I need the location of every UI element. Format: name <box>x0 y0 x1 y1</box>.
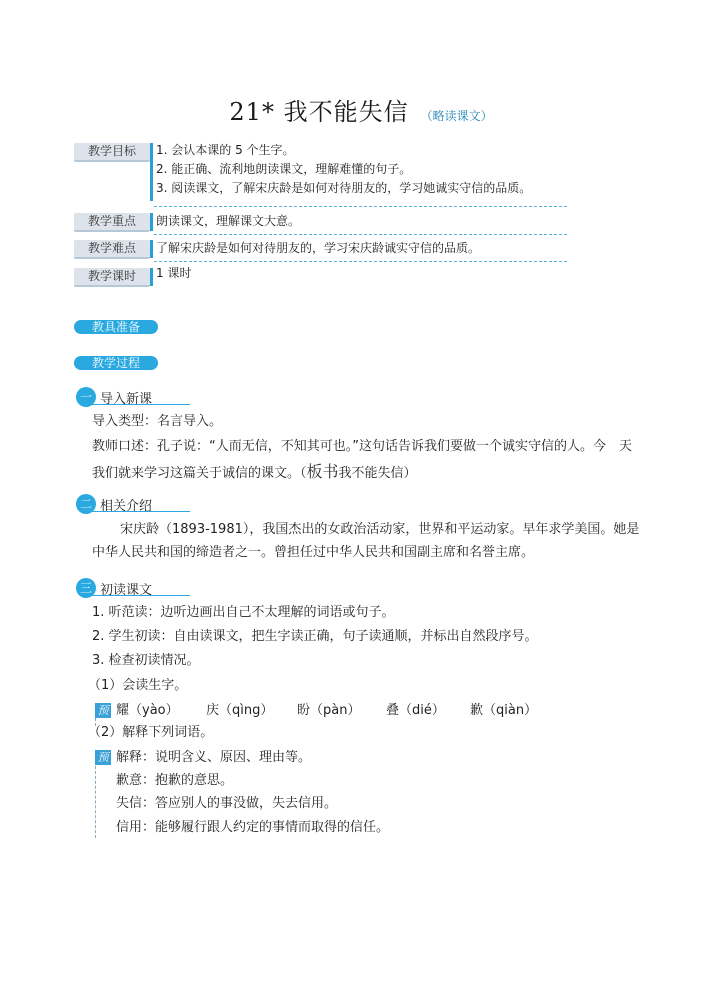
preview-tag-icon: 预 <box>95 750 111 765</box>
goal-2: 2. 能正确、流利地朗读课文，理解难懂的句子。 <box>156 162 412 176</box>
char-2: 庆（qìng） <box>206 703 274 718</box>
divider <box>154 261 567 262</box>
difficulty-bar <box>150 240 153 258</box>
def-4: 信用：能够履行跟人约定的事情而取得的信任。 <box>116 820 390 835</box>
key-bar <box>150 213 153 231</box>
difficulty-label: 教学难点 <box>74 240 150 259</box>
goal-label: 教学目标 <box>74 143 150 162</box>
step-1: 1. 听范读：边听边画出自己不太理解的词语或句子。 <box>92 605 395 620</box>
speech-part-b: 我不能失信） <box>338 466 417 481</box>
char-1: 耀（yào） <box>116 703 179 718</box>
lesson-title: 21* 我不能失信 <box>229 98 409 126</box>
sub-step-1: （1）会读生字。 <box>88 678 188 693</box>
key-text: 朗读课文，理解课文大意。 <box>156 214 301 228</box>
section-number: 三 <box>76 578 96 598</box>
def-2: 歉意：抱歉的意思。 <box>116 773 234 788</box>
def-3: 失信：答应别人的事没做，失去信用。 <box>116 796 338 811</box>
sub-step-2: （2）解释下列词语。 <box>88 725 214 740</box>
hours-bar <box>150 268 153 286</box>
hours-label: 教学课时 <box>74 268 150 287</box>
banshu-mark: 板书 <box>306 462 339 481</box>
lesson-subtitle: （略读课文） <box>420 109 493 123</box>
goal-1: 1. 会认本课的 5 个生字。 <box>156 143 295 157</box>
intro-speech-2 <box>92 462 417 483</box>
goal-3: 3. 阅读课文，了解宋庆龄是如何对待朋友的，学习她诚实守信的品质。 <box>156 181 532 195</box>
goal-bar <box>150 143 153 201</box>
section-title: 初读课文 <box>100 583 153 598</box>
section-number: 二 <box>76 494 96 514</box>
bio-line-1: 宋庆龄（1893-1981），我国杰出的女政治活动家，世界和平运动家。早年求学美国。她是 <box>120 522 640 537</box>
section-number: 一 <box>76 387 96 407</box>
char-5: 歉（qiàn） <box>470 703 538 718</box>
difficulty-text: 了解宋庆龄是如何对待朋友的，学习宋庆龄诚实守信的品质。 <box>156 241 481 255</box>
def-1: 解释：说明含义、原因、理由等。 <box>116 750 312 765</box>
divider <box>154 206 567 207</box>
page-title <box>0 92 722 127</box>
dashed-guide <box>95 766 96 838</box>
prep-pill: 教具准备 <box>74 320 158 334</box>
section-title: 相关介绍 <box>100 499 153 514</box>
divider <box>154 234 567 235</box>
section-title: 导入新课 <box>100 392 153 407</box>
intro-type: 导入类型：名言导入。 <box>92 414 223 429</box>
speech-part-a: 我们就来学习这篇关于诚信的课文。（ <box>92 466 307 481</box>
char-3: 盼（pàn） <box>297 703 361 718</box>
key-label: 教学重点 <box>74 213 150 232</box>
hours-text: 1 课时 <box>156 266 192 280</box>
preview-tag-icon: 预 <box>95 703 111 718</box>
step-3: 3. 检查初读情况。 <box>92 653 200 668</box>
step-2: 2. 学生初读：自由读课文，把生字读正确，句子读通顺，并标出自然段序号。 <box>92 629 538 644</box>
intro-speech-1: 教师口述：孔子说：“人而无信，不知其可也。”这句话告诉我们要做一个诚实守信的人。今 天 <box>92 439 632 454</box>
process-pill: 教学过程 <box>74 356 158 370</box>
char-4: 叠（dié） <box>386 703 445 718</box>
bio-line-2: 中华人民共和国的缔造者之一。曾担任过中华人民共和国副主席和名誉主席。 <box>92 545 535 560</box>
